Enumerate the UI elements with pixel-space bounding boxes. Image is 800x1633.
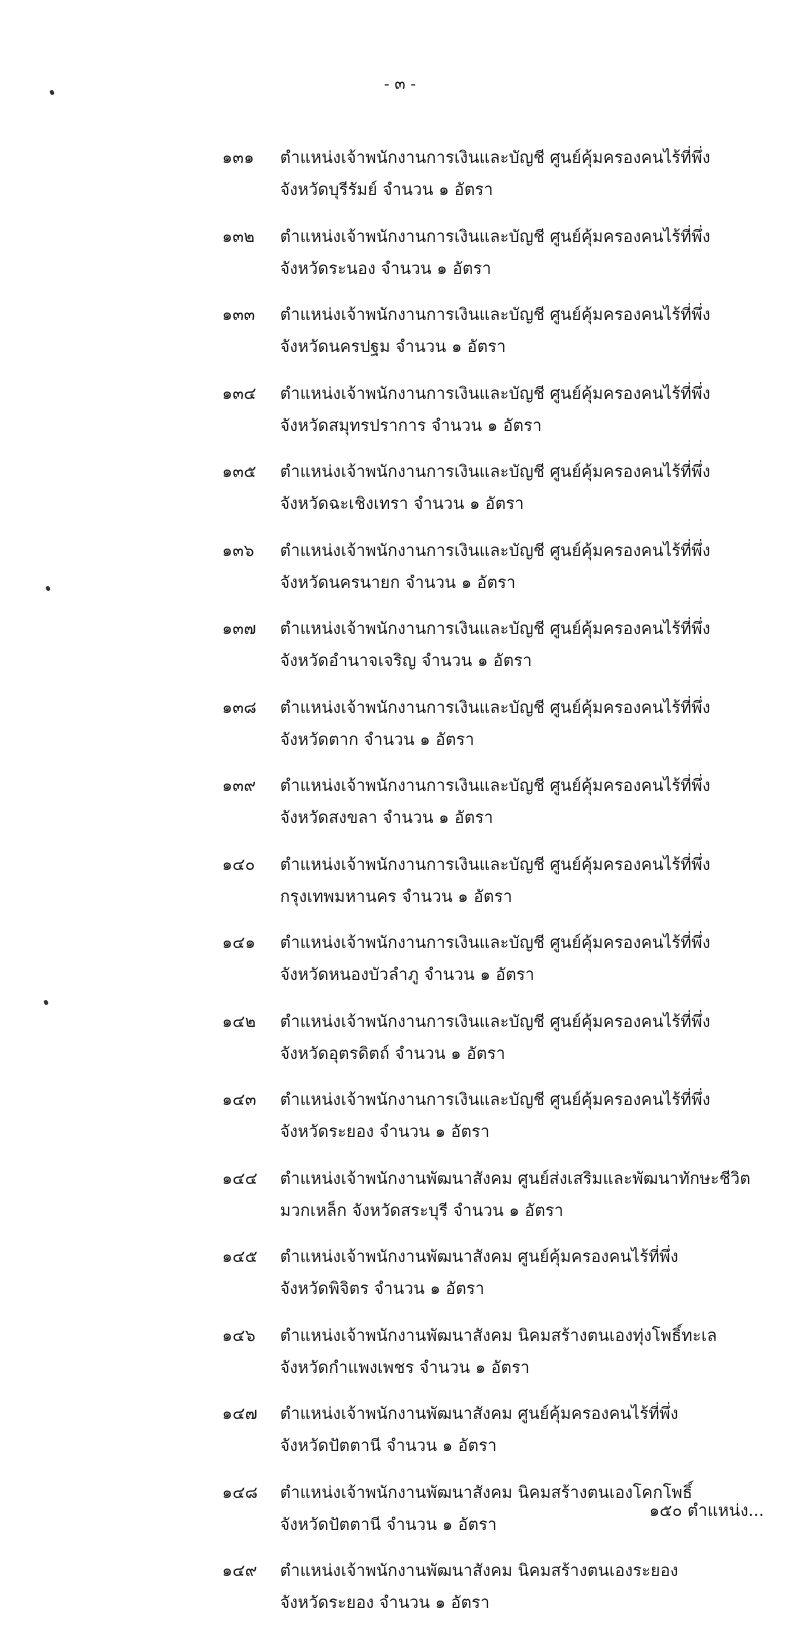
entry-first-line <box>222 141 792 175</box>
entry-position-text: ตำแหน่งเจ้าพนักงานการเงินและบัญชี ศูนย์คุ้มครองคนไร้ที่พึ่ง <box>280 619 711 638</box>
entry-position-text: ตำแหน่งเจ้าพนักงานพัฒนาสังคม นิคมสร้างตนเองระยอง <box>280 1561 679 1580</box>
list-item <box>222 1397 792 1463</box>
list-item <box>222 691 792 757</box>
list-item <box>222 926 792 992</box>
entry-first-line <box>222 1005 792 1039</box>
continuation-text: ๑๕๐ ตำแหน่ง... <box>649 1501 764 1520</box>
entry-number: ๑๔๘ <box>222 1482 258 1502</box>
entry-location-text: จังหวัดปัตตานี จำนวน ๑ อัตรา <box>280 1436 497 1455</box>
list-item <box>222 455 792 521</box>
entry-location-text: จังหวัดระยอง จำนวน ๑ อัตรา <box>280 1593 490 1612</box>
entry-position-text: ตำแหน่งเจ้าพนักงานการเงินและบัญชี ศูนย์คุ้มครองคนไร้ที่พึ่ง <box>280 540 711 560</box>
entry-number: ๑๓๖ <box>222 540 255 560</box>
entry-position-text: ตำแหน่งเจ้าพนักงานพัฒนาสังคม ศูนย์คุ้มครองคนไร้ที่พึ่ง <box>280 1247 679 1266</box>
entry-first-line <box>222 769 792 803</box>
entry-number: ๑๓๔ <box>222 383 257 403</box>
list-item <box>222 298 792 364</box>
entry-position-text: ตำแหน่งเจ้าพนักงานการเงินและบัญชี ศูนย์คุ้มครองคนไร้ที่พึ่ง <box>280 383 711 403</box>
entry-number: ๑๔๓ <box>222 1090 257 1109</box>
entry-location-text: จังหวัดบุรีรัมย์ จำนวน ๑ อัตรา <box>280 180 494 199</box>
entry-number: ๑๔๒ <box>222 1011 256 1031</box>
entry-position-text: ตำแหน่งเจ้าพนักงานการเงินและบัญชี ศูนย์คุ้มครองคนไร้ที่พึ่ง <box>280 776 711 795</box>
position-list <box>222 141 792 1633</box>
entry-position-text: ตำแหน่งเจ้าพนักงานการเงินและบัญชี ศูนย์คุ้มครองคนไร้ที่พึ่ง <box>280 1011 711 1031</box>
entry-first-line <box>222 1554 792 1588</box>
entry-position-text: ตำแหน่งเจ้าพนักงานการเงินและบัญชี ศูนย์คุ้มครองคนไร้ที่พึ่ง <box>280 697 711 717</box>
entry-first-line <box>222 377 792 411</box>
entry-location-text: มวกเหล็ก จังหวัดสระบุรี จำนวน ๑ อัตรา <box>280 1200 564 1220</box>
entry-number: ๑๓๙ <box>222 776 256 795</box>
list-item <box>222 534 792 600</box>
entry-position-text: ตำแหน่งเจ้าพนักงานพัฒนาสังคม นิคมสร้างตนเองโคกโพธิ์ <box>280 1482 693 1502</box>
entry-location-text: จังหวัดปัตตานี จำนวน ๑ อัตรา <box>280 1514 497 1534</box>
entry-first-line <box>222 612 792 646</box>
entry-position-text: ตำแหน่งเจ้าพนักงานพัฒนาสังคม ศูนย์ส่งเสริมและพัฒนาทักษะชีวิต <box>280 1168 751 1188</box>
entry-number: ๑๔๙ <box>222 1561 258 1580</box>
entry-first-line <box>222 926 792 960</box>
entry-position-text: ตำแหน่งเจ้าพนักงานการเงินและบัญชี ศูนย์คุ้มครองคนไร้ที่พึ่ง <box>280 226 711 246</box>
entry-location-text: จังหวัดกำแพงเพชร จำนวน ๑ อัตรา <box>280 1357 530 1377</box>
entry-first-line <box>222 691 792 725</box>
entry-location-text: จังหวัดนครนายก จำนวน ๑ อัตรา <box>280 572 516 592</box>
list-item <box>222 377 792 443</box>
list-item <box>222 769 792 835</box>
entry-number: ๑๔๔ <box>222 1168 258 1188</box>
entry-first-line <box>222 298 792 332</box>
entry-location-text: จังหวัดระนอง จำนวน ๑ อัตรา <box>280 258 492 278</box>
page-number: - ๓ - <box>384 74 416 93</box>
entry-number: ๑๔๕ <box>222 1247 258 1266</box>
entry-first-line <box>222 455 792 489</box>
entry-location-text: จังหวัดระยอง จำนวน ๑ อัตรา <box>280 1122 490 1141</box>
entry-position-text: ตำแหน่งเจ้าพนักงานการเงินและบัญชี ศูนย์คุ้มครองคนไร้ที่พึ่ง <box>280 462 711 481</box>
entry-first-line <box>222 534 792 568</box>
list-item <box>222 1005 792 1071</box>
list-item <box>222 141 792 207</box>
list-item <box>222 1319 792 1385</box>
entry-number: ๑๓๕ <box>222 462 257 481</box>
entry-location-text: จังหวัดพิจิตร จำนวน ๑ อัตรา <box>280 1279 485 1298</box>
entry-first-line <box>222 1162 792 1196</box>
list-item <box>222 1083 792 1149</box>
list-item <box>222 1162 792 1228</box>
entry-number: ๑๔๑ <box>222 933 256 952</box>
entry-first-line <box>222 1397 792 1431</box>
entry-position-text: ตำแหน่งเจ้าพนักงานการเงินและบัญชี ศูนย์คุ้มครองคนไร้ที่พึ่ง <box>280 148 711 167</box>
entry-location-text: จังหวัดอำนาจเจริญ จำนวน ๑ อัตรา <box>280 651 532 670</box>
entry-location-text: จังหวัดหนองบัวลำภู จำนวน ๑ อัตรา <box>280 965 535 984</box>
entry-position-text: ตำแหน่งเจ้าพนักงานการเงินและบัญชี ศูนย์คุ้มครองคนไร้ที่พึ่ง <box>280 1090 711 1109</box>
entry-position-text: ตำแหน่งเจ้าพนักงานพัฒนาสังคม ศูนย์คุ้มครองคนไร้ที่พึ่ง <box>280 1404 679 1423</box>
scan-speck <box>43 999 49 1005</box>
entry-first-line <box>222 848 792 882</box>
entry-location-text: จังหวัดสมุทรปราการ จำนวน ๑ อัตรา <box>280 415 542 435</box>
entry-number: ๑๓๗ <box>222 619 257 638</box>
entry-position-text: ตำแหน่งเจ้าพนักงานการเงินและบัญชี ศูนย์คุ้มครองคนไร้ที่พึ่ง <box>280 933 711 952</box>
entry-position-text: ตำแหน่งเจ้าพนักงานการเงินและบัญชี ศูนย์คุ้มครองคนไร้ที่พึ่ง <box>280 305 711 324</box>
entry-location-text: จังหวัดฉะเชิงเทรา จำนวน ๑ อัตรา <box>280 494 524 513</box>
scan-speck <box>45 585 51 591</box>
list-item <box>222 220 792 286</box>
entry-first-line <box>222 220 792 254</box>
entry-location-text: จังหวัดตาก จำนวน ๑ อัตรา <box>280 729 475 749</box>
list-item <box>222 1240 792 1306</box>
entry-location-text: จังหวัดสงขลา จำนวน ๑ อัตรา <box>280 808 494 827</box>
entry-number: ๑๓๓ <box>222 305 256 324</box>
entry-first-line <box>222 1319 792 1353</box>
entry-location-text: กรุงเทพมหานคร จำนวน ๑ อัตรา <box>280 886 513 906</box>
entry-location-text: จังหวัดนครปฐม จำนวน ๑ อัตรา <box>280 337 506 356</box>
entry-number: ๑๓๑ <box>222 148 255 167</box>
entry-number: ๑๔๖ <box>222 1325 256 1345</box>
entry-number: ๑๔๗ <box>222 1404 258 1423</box>
list-item <box>222 612 792 678</box>
entry-first-line <box>222 1240 792 1274</box>
entry-location-text: จังหวัดอุตรดิตถ์ จำนวน ๑ อัตรา <box>280 1043 506 1063</box>
entry-position-text: ตำแหน่งเจ้าพนักงานพัฒนาสังคม นิคมสร้างตนเองทุ่งโพธิ์ทะเล <box>280 1325 718 1345</box>
list-item <box>222 848 792 914</box>
entry-number: ๑๓๘ <box>222 697 257 717</box>
entry-first-line <box>222 1083 792 1117</box>
entry-number: ๑๔๐ <box>222 854 256 874</box>
entry-number: ๑๓๒ <box>222 226 255 246</box>
entry-position-text: ตำแหน่งเจ้าพนักงานการเงินและบัญชี ศูนย์คุ้มครองคนไร้ที่พึ่ง <box>280 854 711 874</box>
